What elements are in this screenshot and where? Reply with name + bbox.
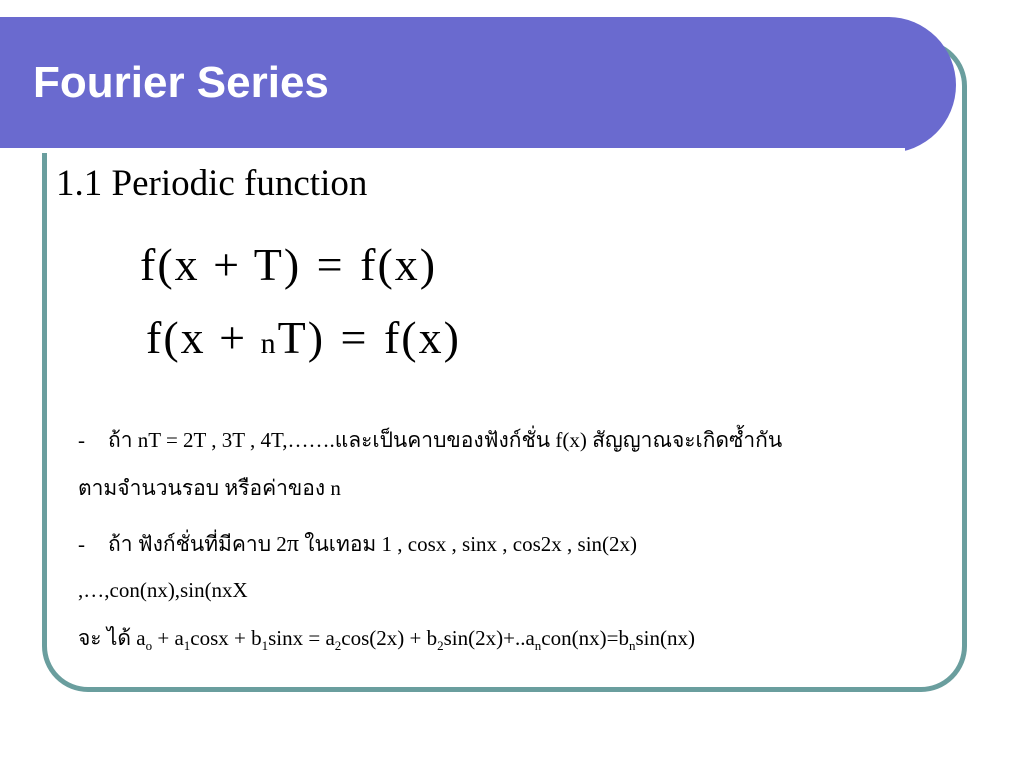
bullet-text-2a: ถ้า ฟังก์ชั่นที่มีคาบ 2 [108,532,287,556]
bullet-dash: - [78,532,85,556]
formula-part: sin(2x)+..a [443,626,535,650]
equation-periodic [140,239,438,290]
formula-part: sin(nx) [635,626,695,650]
formula-prefix: จะ ได้ a [78,626,146,650]
equation-rhs: f(x) [360,239,438,290]
equation-periodic-n [146,312,461,363]
bullet-line-1 [78,428,782,453]
formula-part: cos(2x) + b [341,626,438,650]
equation-lhs: f(x + T) [140,239,302,290]
bullet-text-2b: ในเทอม 1 , cosx , sinx , cos2x , sin(2x) [298,532,638,556]
formula-part: sinx = a [268,626,335,650]
bullet-dash: - [78,428,85,452]
formula-part: + a [152,626,184,650]
bullet-text-1: ถ้า nT = 2T , 3T , 4T,…….และเป็นคาบของฟังก์ชั่น f(x) สัญญาณจะเกิดซ้ำกัน [108,428,783,452]
equation-n: n [260,327,278,360]
text-line-2: ตามจำนวนรอบ หรือค่าของ n [78,476,341,500]
subscript: n [628,638,636,654]
equation-lhs-start: f(x + [146,312,261,363]
equals-sign: = [316,239,345,290]
bullet-line-2 [78,530,637,559]
formula-part: con(nx)=b [541,626,629,650]
pi-symbol: π [286,531,299,557]
subscript: 1 [183,638,191,654]
subscript: 2 [334,638,342,654]
subscript: o [145,638,153,654]
text-line-4: ,…,con(nx),sin(nxX [78,578,248,602]
equation-rhs: f(x) [383,312,461,363]
subscript: 2 [437,638,444,654]
title-underline [0,148,905,153]
equation-lhs-end: T) [277,312,326,363]
title-bar [0,17,956,153]
equals-sign: = [340,312,369,363]
slide-title: Fourier Series [33,58,329,107]
series-formula-line [78,626,695,654]
section-heading: 1.1 Periodic function [56,163,368,204]
subscript: 1 [261,638,269,654]
formula-part: cosx + b [190,626,262,650]
subscript: n [534,638,542,654]
